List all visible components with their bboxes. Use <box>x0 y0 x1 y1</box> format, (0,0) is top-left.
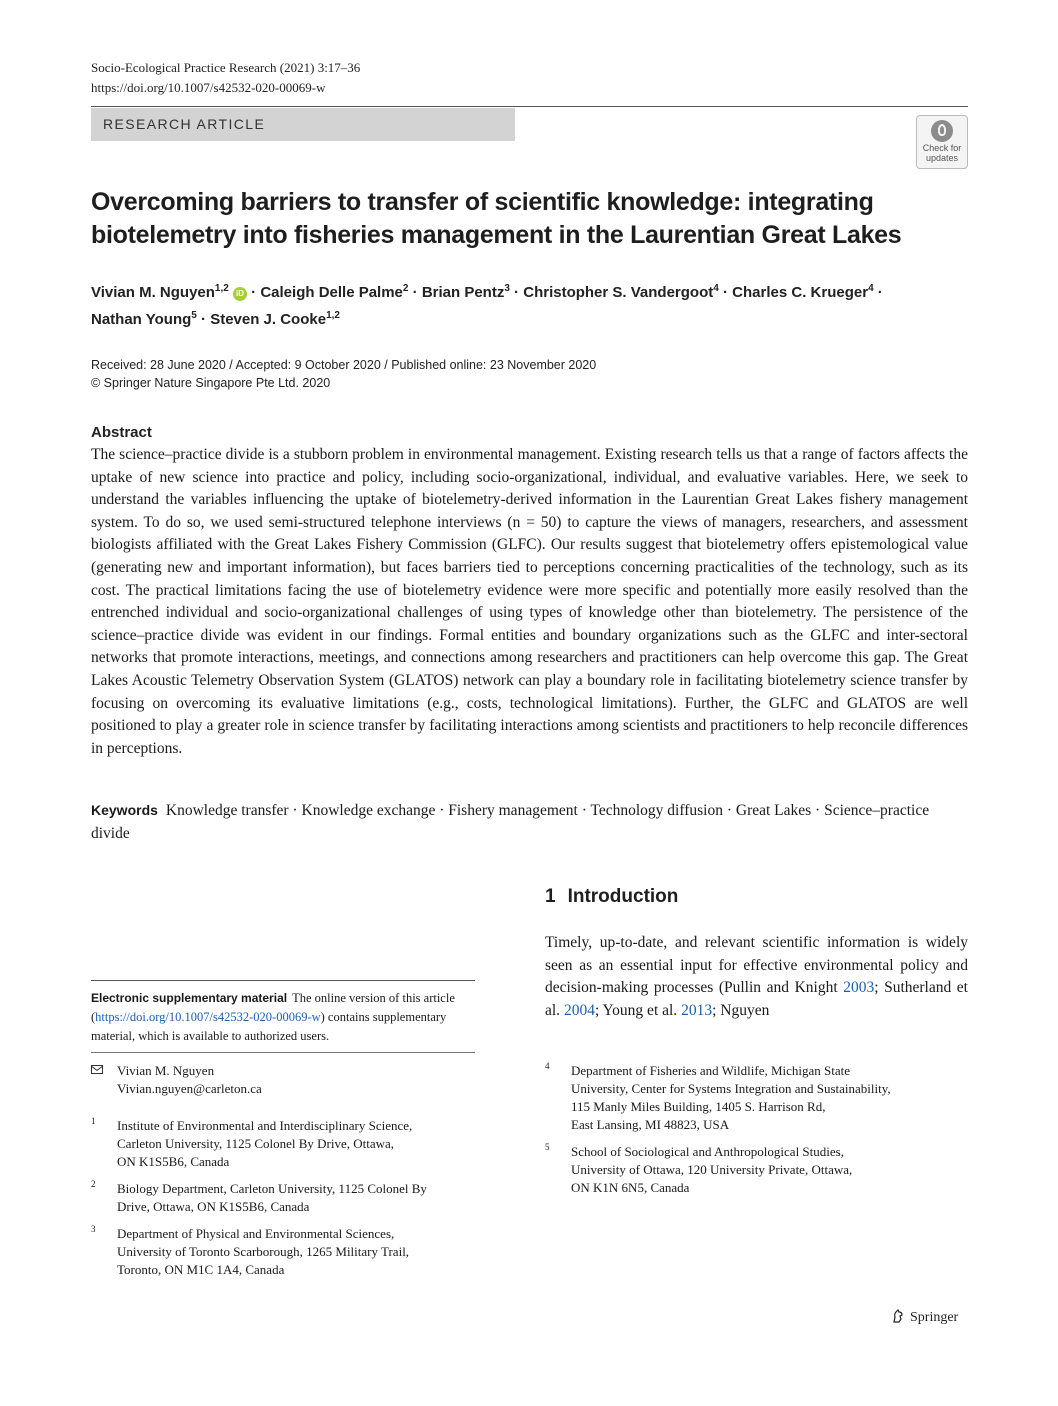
affiliation-line: Institute of Environmental and Interdisciplinary Science, <box>117 1118 413 1133</box>
esm-link[interactable]: https://doi.org/10.1007/s42532-020-00069-w <box>95 1010 321 1024</box>
introduction-text <box>545 932 968 1022</box>
affiliation-number: 3 <box>91 1224 96 1234</box>
title-line-1: Overcoming barriers to transfer of scientific knowledge: integrating <box>91 188 874 216</box>
corresponding-author <box>91 1062 262 1098</box>
esm-text: ) contains supplementary material, which is available to authorized users. <box>91 1010 447 1043</box>
citation-link[interactable]: 2013 <box>681 1001 713 1019</box>
envelope-icon <box>91 1065 103 1074</box>
affiliation-line: University, Center for Systems Integration and Sustainability, <box>571 1081 891 1096</box>
affiliation-line: School of Sociological and Anthropological Studies, <box>571 1144 844 1159</box>
affiliation-number: 5 <box>545 1142 550 1152</box>
author-name[interactable]: Charles C. Krueger <box>732 284 869 301</box>
affiliation <box>91 1117 412 1171</box>
article-title <box>91 186 951 252</box>
publisher-name: Springer <box>910 1310 959 1325</box>
affiliation-line: ON K1S5B6, Canada <box>117 1154 230 1169</box>
affiliation <box>91 1180 427 1216</box>
author-affiliation: 4 <box>868 283 874 294</box>
affiliation-line: Carleton University, 1125 Colonel By Drive, Ottawa, <box>117 1136 395 1151</box>
check-for-updates-badge[interactable] <box>916 115 968 169</box>
contact-email[interactable]: Vivian.nguyen@carleton.ca <box>117 1081 262 1096</box>
section-number: 1 <box>545 886 556 907</box>
abstract-heading: Abstract <box>91 424 152 441</box>
affiliation-line: Drive, Ottawa, ON K1S5B6, Canada <box>117 1199 310 1214</box>
author-affiliation: 2 <box>402 283 409 294</box>
footnote-divider <box>91 1052 475 1053</box>
author-name[interactable]: Christopher S. Vandergoot <box>523 284 714 301</box>
affiliation-line: Department of Physical and Environmental Sciences, <box>117 1226 395 1241</box>
affiliation-line: University of Ottawa, 120 University Private, Ottawa, <box>571 1162 853 1177</box>
orcid-icon[interactable]: iD <box>233 287 247 301</box>
copyright-line: © Springer Nature Singapore Pte Ltd. 2020 <box>91 376 331 390</box>
badge-label-1: Check for <box>922 143 962 153</box>
badge-label-2: updates <box>925 153 959 163</box>
title-line-2: biotelemetry into fisheries management in the Laurentian Great Lakes <box>91 221 902 249</box>
author-affiliation: 1,2 <box>326 310 340 321</box>
affiliation-number: 2 <box>91 1179 96 1189</box>
intro-text-part: ; Sutherland et al. <box>545 979 968 1019</box>
affiliation <box>545 1143 852 1197</box>
footnote-rule <box>91 980 475 981</box>
section-title: Introduction <box>567 886 679 907</box>
dates-line: Received: 28 June 2020 / Accepted: 9 October 2020 / Published online: 23 November 2020 <box>91 358 597 372</box>
author-affiliation: 3 <box>504 283 510 294</box>
article-type-banner: RESEARCH ARTICLE <box>91 108 515 141</box>
doi-line[interactable]: https://doi.org/10.1007/s42532-020-00069-w <box>91 80 326 95</box>
esm-text: The online version of this article ( <box>91 991 455 1024</box>
keywords-text: Knowledge transfer · Knowledge exchange · Fishery management · Technology diffusion · Great Lakes · Science–practice divide <box>91 802 930 842</box>
affiliation-number: 1 <box>91 1116 96 1126</box>
keywords <box>91 799 968 845</box>
esm-heading: Electronic supplementary material <box>91 991 288 1005</box>
affiliation-number: 4 <box>545 1061 550 1071</box>
affiliation-line: ON K1N 6N5, Canada <box>571 1180 690 1195</box>
affiliation-line: Department of Fisheries and Wildlife, Michigan State <box>571 1063 851 1078</box>
affiliation-line: East Lansing, MI 48823, USA <box>571 1117 730 1132</box>
affiliation <box>545 1062 891 1134</box>
author-affiliation: 4 <box>713 283 719 294</box>
affiliation <box>91 1225 409 1279</box>
author-name[interactable]: Caleigh Delle Palme <box>260 284 403 301</box>
intro-text-part: Timely, up-to-date, and relevant scientific information is widely seen as an essential input for effective environmental policy and decision-making processes (Pullin and Knight <box>545 934 968 997</box>
publication-dates <box>91 356 596 392</box>
journal-citation: Socio-Ecological Practice Research (2021) 3:17–36 <box>91 60 361 75</box>
intro-text-part: ; Nguyen <box>712 1001 770 1019</box>
publisher-mark <box>890 1308 958 1326</box>
abstract-text: The science–practice divide is a stubborn problem in environmental management. Existing research tells us that a range of factors affects the uptake of new science into practice and policy, including socio-organizational, individual, and evaluative variables. Here, we seek to understand the variables influencing the uptake of biotelemetry-derived information in the Laurentian Great Lakes fishery management system. To do so, we used semi-structured telephone interviews (n = 50) to capture the views of managers, researchers, and assessment biologists affiliated with the Great Lakes Fishery Commission (GLFC). Our results suggest that biotelemetry offers epistemological value (generating new and important information), but faces barriers tied to perceptions concerning practicalities of the technology, such as its cost. The practical limitations facing the use of biotelemetry evidence were more specific and potentially more easily resolved than the entrenched individual and socio-organizational challenges of using types of knowledge other than biotelemetry. The persistence of the science–practice divide was evident in our findings. Formal entities and boundary organizations such as the GLFC and inter-sectoral networks that promote interactions, meetings, and connections among researchers and practitioners can help overcome this gap. The Great Lakes Acoustic Telemetry Observation System (GLATOS) network can play a boundary role in facilitating biotelemetry science transfer by focusing on overcoming its evaluative limitations (e.g., costs, technological limitations). Further, the GLFC and GLATOS are well positioned to play a greater role in science transfer by facilitating interactions among scientists and practitioners to help reconcile differences in perceptions. <box>91 446 968 757</box>
affiliation-line: University of Toronto Scarborough, 1265 Military Trail, <box>117 1244 410 1259</box>
author-list: Vivian M. Nguyen$^{1,2}$ iD · Caleigh Delle Palme$^2$ · Brian Pentz$^3$ · Christopher S. Vandergoot$^4$ · Charles C. Krueger$^4$ · Nathan Young$^5$ · Steven J. Cooke$^{1,2}$ <box>91 283 883 328</box>
author-affiliation: 1,2 <box>214 283 229 294</box>
author-name[interactable]: Vivian M. Nguyen <box>91 284 215 301</box>
intro-text-part: ; Young et al. <box>594 1001 682 1019</box>
supplementary-note <box>91 989 475 1046</box>
author-affiliation: 5 <box>191 310 197 321</box>
section-heading <box>545 886 678 908</box>
author-name[interactable]: Steven J. Cooke <box>210 311 327 328</box>
author-name[interactable]: Nathan Young <box>91 311 192 328</box>
affiliation-line: Toronto, ON M1C 1A4, Canada <box>117 1262 285 1277</box>
journal-header <box>91 58 360 98</box>
affiliation-line: 115 Manly Miles Building, 1405 S. Harrison Rd, <box>571 1099 826 1114</box>
header-rule <box>91 106 968 107</box>
affiliation-line: Biology Department, Carleton University, 1125 Colonel By <box>117 1181 427 1196</box>
citation-link[interactable]: 2004 <box>563 1001 595 1019</box>
contact-name: Vivian M. Nguyen <box>117 1063 215 1078</box>
author-name[interactable]: Brian Pentz <box>421 284 505 301</box>
check-updates-icon <box>931 120 953 142</box>
springer-horse-icon <box>890 1308 906 1324</box>
keywords-heading: Keywords <box>91 802 158 818</box>
citation-link[interactable]: 2003 <box>843 979 875 997</box>
